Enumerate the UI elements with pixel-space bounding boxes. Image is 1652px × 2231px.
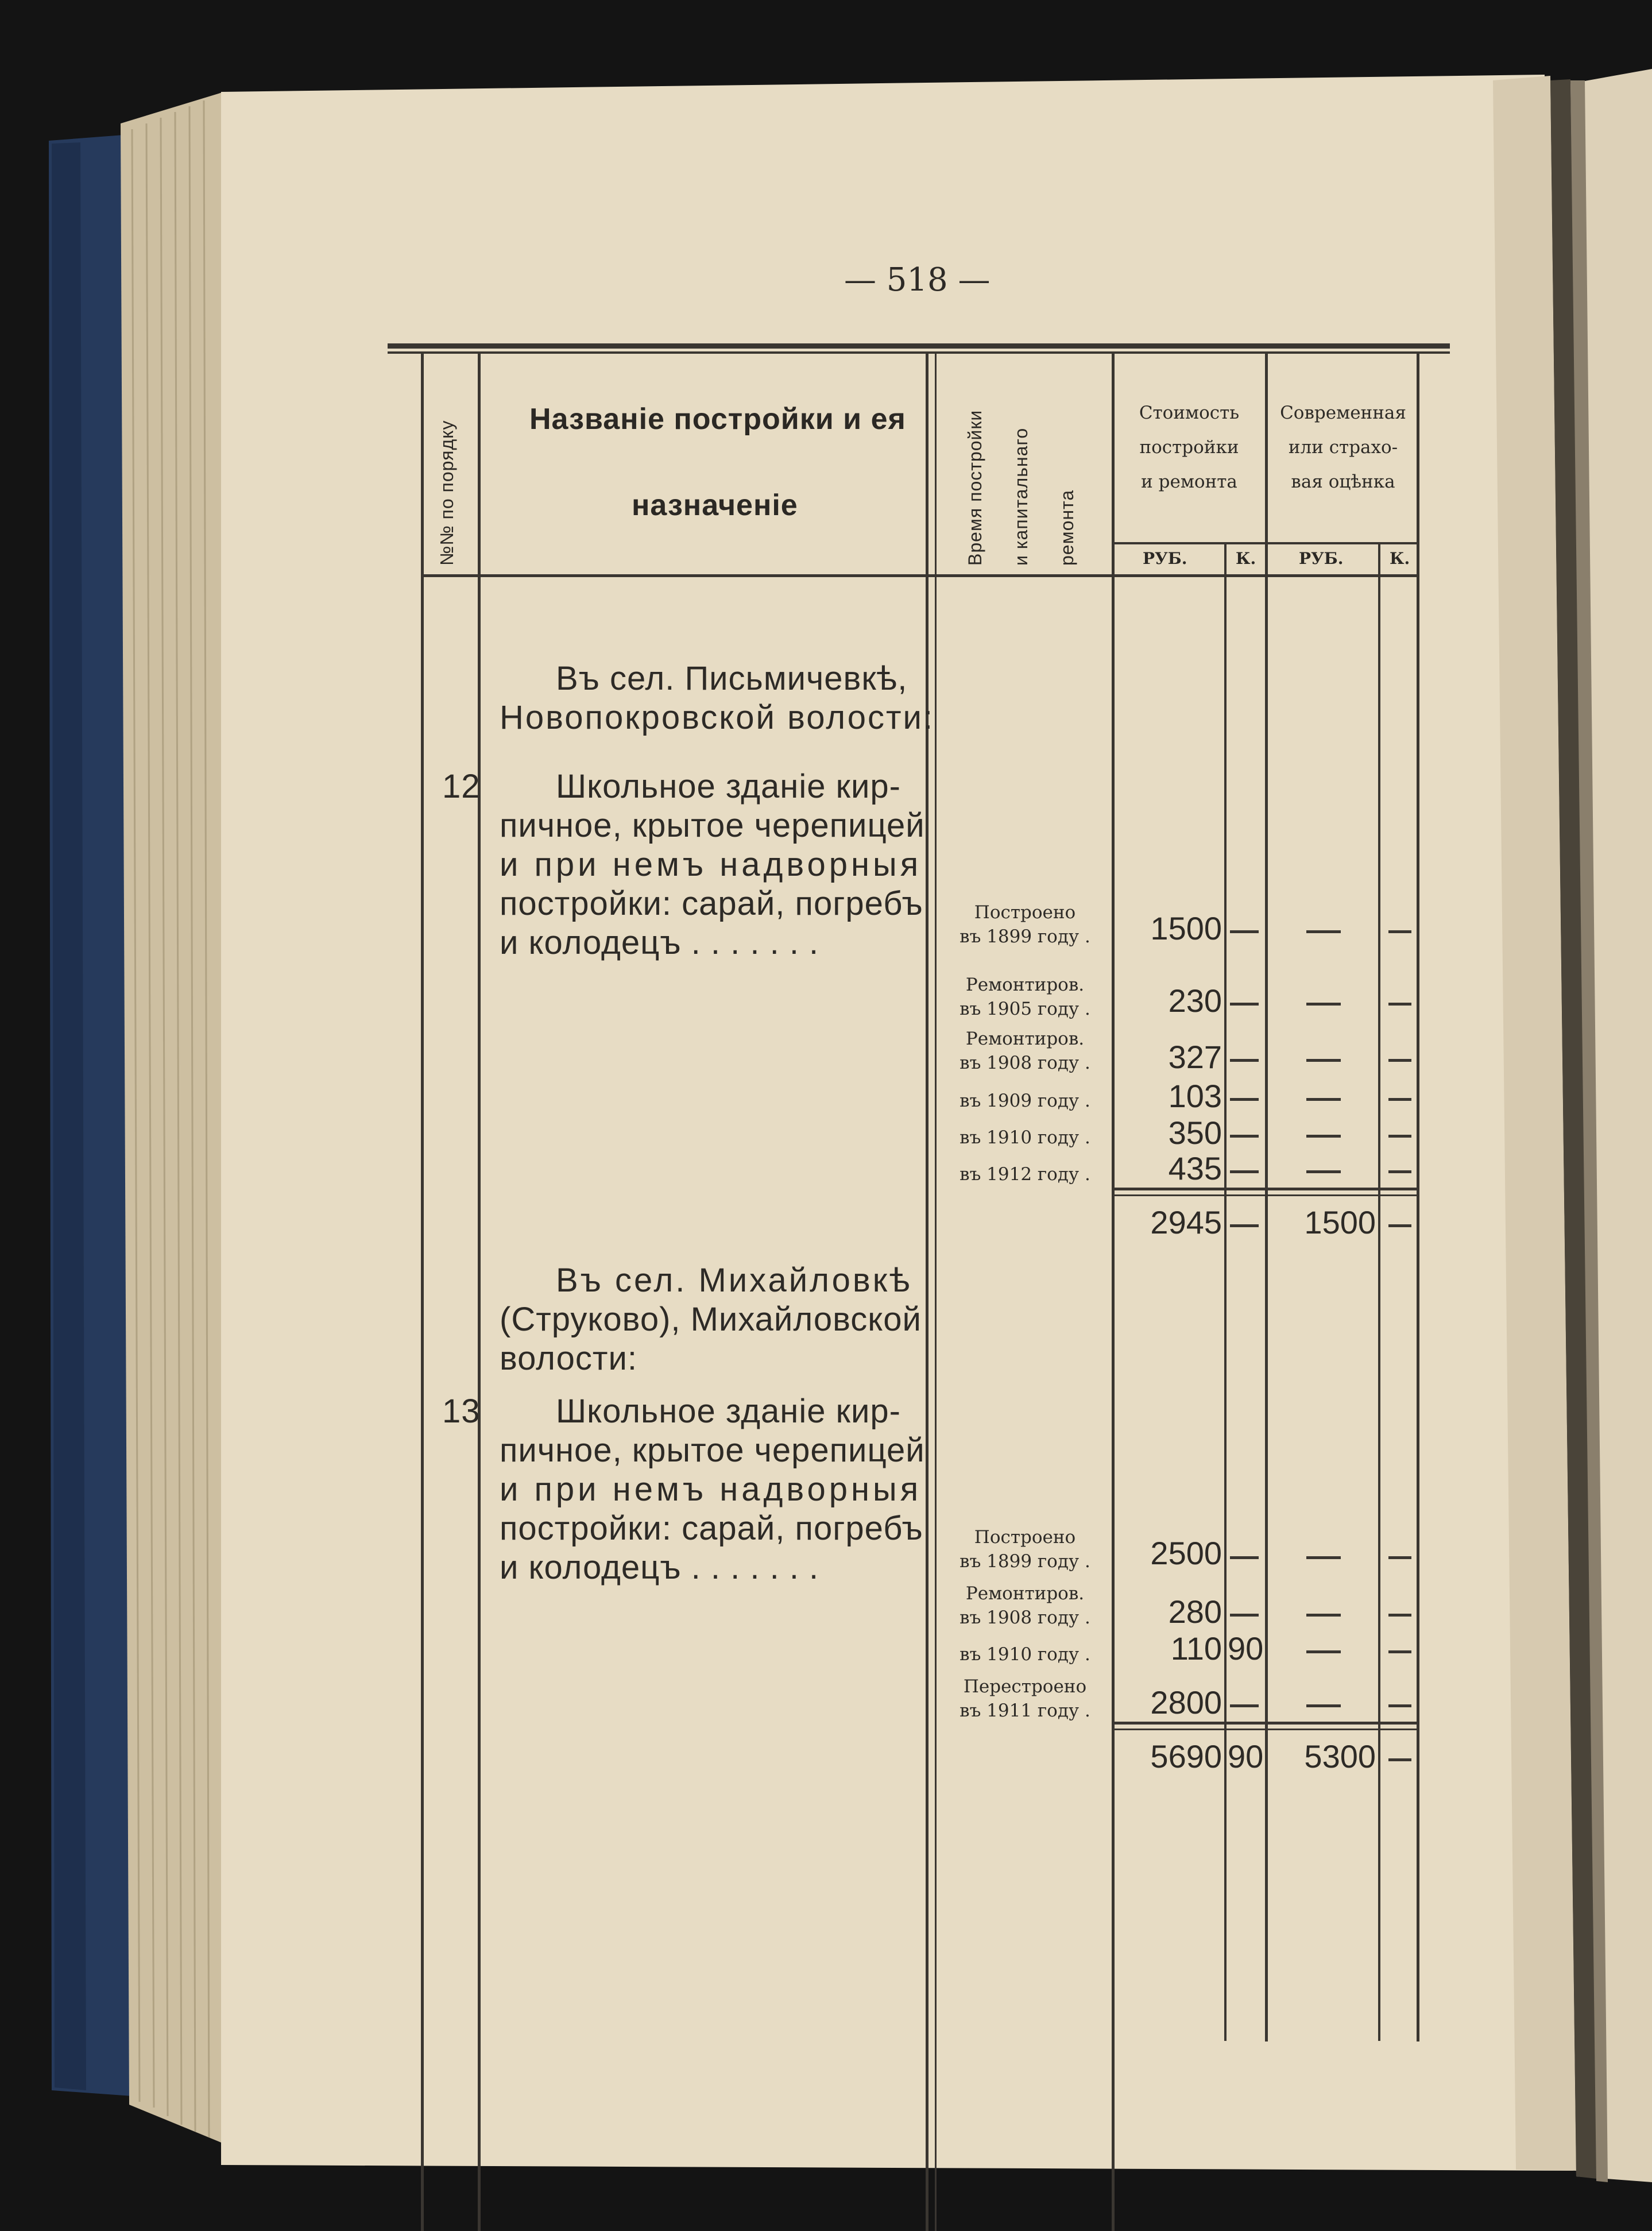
dash-mark — [1388, 1556, 1411, 1559]
dash-mark — [1388, 1170, 1411, 1173]
dash-mark — [1306, 1650, 1341, 1653]
dash-mark — [1230, 1059, 1259, 1062]
header-est-2: или страхо- — [1288, 437, 1398, 458]
dash-mark — [1388, 1704, 1411, 1707]
time-caption: въ 1908 году . — [960, 1053, 1090, 1073]
time-caption: въ 1899 году . — [960, 1551, 1090, 1572]
page-number: — 518 — — [844, 261, 991, 299]
cost-rub: 230 — [1168, 983, 1222, 1019]
entry-number: 13 — [442, 1393, 481, 1430]
dash-mark — [1388, 1614, 1411, 1617]
col-rule-7 — [1378, 542, 1380, 2041]
header-cost-kop: К. — [1236, 549, 1256, 568]
total-rule — [1112, 1722, 1418, 1725]
dash-mark — [1230, 1003, 1259, 1006]
desc-line: постройки: сарай, погребъ — [500, 1510, 923, 1547]
header-est-kop: К. — [1390, 549, 1410, 568]
cost-rub: 110 — [1170, 1630, 1222, 1667]
dash-mark — [1230, 1170, 1259, 1173]
dash-mark — [1388, 1059, 1411, 1062]
desc-line: и при немъ надворныя — [500, 846, 922, 883]
dash-mark — [1306, 1003, 1341, 1006]
time-caption: Ремонтиров. — [965, 1583, 1085, 1604]
header-est-3: вая оцѣнка — [1291, 471, 1395, 492]
dash-mark — [1306, 1556, 1341, 1559]
place-line: Въ сел. Михайловкѣ — [556, 1262, 912, 1299]
dash-mark — [1306, 1170, 1341, 1173]
time-caption: въ 1899 году . — [960, 926, 1090, 947]
dash-mark — [1306, 1704, 1341, 1707]
total-rule-thin — [1112, 1194, 1418, 1196]
desc-line: Школьное зданіе кир- — [556, 768, 901, 805]
header-est-rub: РУБ. — [1299, 549, 1344, 568]
dash-mark — [1230, 1224, 1259, 1227]
time-caption: въ 1910 году . — [960, 1644, 1090, 1665]
total-rule — [1112, 1188, 1418, 1190]
dash-mark — [1306, 1135, 1341, 1138]
table-top-rule — [388, 343, 1450, 349]
col-rule-3b — [935, 353, 937, 2231]
col-rule-6 — [1265, 353, 1268, 2041]
cost-rub: 327 — [1168, 1039, 1222, 1075]
total-rub: 2945 — [1150, 1204, 1222, 1240]
col-rule-5 — [1224, 542, 1227, 2041]
header-name-line1: Названіе постройки и ея — [529, 403, 906, 436]
dash-mark — [1230, 1614, 1259, 1617]
header-bottom-rule — [421, 574, 1418, 577]
cost-rub: 280 — [1168, 1594, 1222, 1630]
header-cost-3: и ремонта — [1141, 471, 1237, 492]
time-caption: Перестроено — [963, 1676, 1087, 1697]
dash-mark — [1306, 1059, 1341, 1062]
dash-mark — [1388, 1003, 1411, 1006]
desc-line: пичное, крытое черепицей — [500, 807, 925, 844]
time-caption: въ 1908 году . — [960, 1607, 1090, 1628]
dash-mark — [1388, 1135, 1411, 1138]
dash-mark — [1230, 930, 1259, 933]
dash-mark — [1306, 1614, 1341, 1617]
time-caption: Построено — [974, 1527, 1076, 1548]
dash-mark — [1306, 1098, 1341, 1101]
dash-mark — [1306, 930, 1341, 933]
header-time-2: и капитальнаго — [1011, 427, 1031, 566]
dash-mark — [1388, 1758, 1411, 1761]
desc-line: Школьное зданіе кир- — [556, 1393, 901, 1430]
col-rule-4 — [1112, 353, 1115, 2231]
time-caption: Ремонтиров. — [965, 1028, 1085, 1049]
col-rule-1 — [421, 353, 424, 2231]
total-est-rub: 1500 — [1304, 1204, 1376, 1240]
header-name-line2: назначеніе — [632, 489, 798, 522]
total-kop: 90 — [1228, 1738, 1264, 1774]
header-est-1: Современная — [1280, 403, 1406, 423]
cost-rub: 103 — [1168, 1078, 1222, 1114]
dash-mark — [1230, 1135, 1259, 1138]
dash-mark — [1388, 930, 1411, 933]
header-time-1: Время постройки — [965, 409, 985, 566]
time-caption: Построено — [974, 902, 1076, 923]
desc-line: и колодецъ . . . . . . . — [500, 1549, 819, 1586]
desc-line: пичное, крытое черепицей — [500, 1432, 925, 1469]
time-caption: въ 1911 году . — [960, 1700, 1090, 1721]
dash-mark — [1230, 1704, 1259, 1707]
col-rule-8 — [1417, 353, 1419, 2041]
time-caption: въ 1909 году . — [960, 1091, 1090, 1111]
total-est-rub: 5300 — [1304, 1738, 1376, 1774]
header-time-3: ремонта — [1057, 489, 1077, 566]
place-line: Новопокровской волости: — [500, 699, 935, 736]
time-caption: въ 1912 году . — [960, 1164, 1090, 1185]
desc-line: и при немъ надворныя — [500, 1471, 922, 1508]
desc-line: постройки: сарай, погребъ — [500, 885, 923, 922]
time-caption: въ 1910 году . — [960, 1127, 1090, 1148]
header-cost-2: постройки — [1139, 437, 1239, 458]
entry-number: 12 — [442, 768, 481, 805]
header-number: №№ по порядку — [436, 420, 457, 566]
dash-mark — [1230, 1556, 1259, 1559]
time-caption: Ремонтиров. — [965, 975, 1085, 995]
cost-rub: 2500 — [1150, 1535, 1222, 1571]
total-rub: 5690 — [1150, 1738, 1222, 1774]
place-line: Въ сел. Письмичевкѣ, — [556, 660, 908, 697]
place-line: (Струково), Михайловской — [500, 1301, 922, 1338]
table-top-rule-thin — [388, 351, 1450, 354]
cost-rub: 435 — [1168, 1150, 1222, 1186]
cost-rub: 2800 — [1150, 1684, 1222, 1720]
time-caption: въ 1905 году . — [960, 999, 1090, 1019]
dash-mark — [1388, 1650, 1411, 1653]
place-line: волости: — [500, 1340, 637, 1377]
dash-mark — [1388, 1098, 1411, 1101]
col-rule-2 — [478, 353, 481, 2231]
total-rule-thin — [1112, 1729, 1418, 1730]
header-cost-1: Стоимость — [1139, 403, 1240, 423]
col-rule-3 — [926, 353, 928, 2231]
desc-line: и колодецъ . . . . . . . — [500, 924, 819, 961]
header-cost-rub: РУБ. — [1143, 549, 1187, 568]
dash-mark — [1230, 1098, 1259, 1101]
dash-mark — [1388, 1224, 1411, 1227]
cost-rub: 1500 — [1150, 910, 1222, 946]
cost-kop: 90 — [1228, 1630, 1264, 1667]
cost-rub: 350 — [1168, 1115, 1222, 1151]
